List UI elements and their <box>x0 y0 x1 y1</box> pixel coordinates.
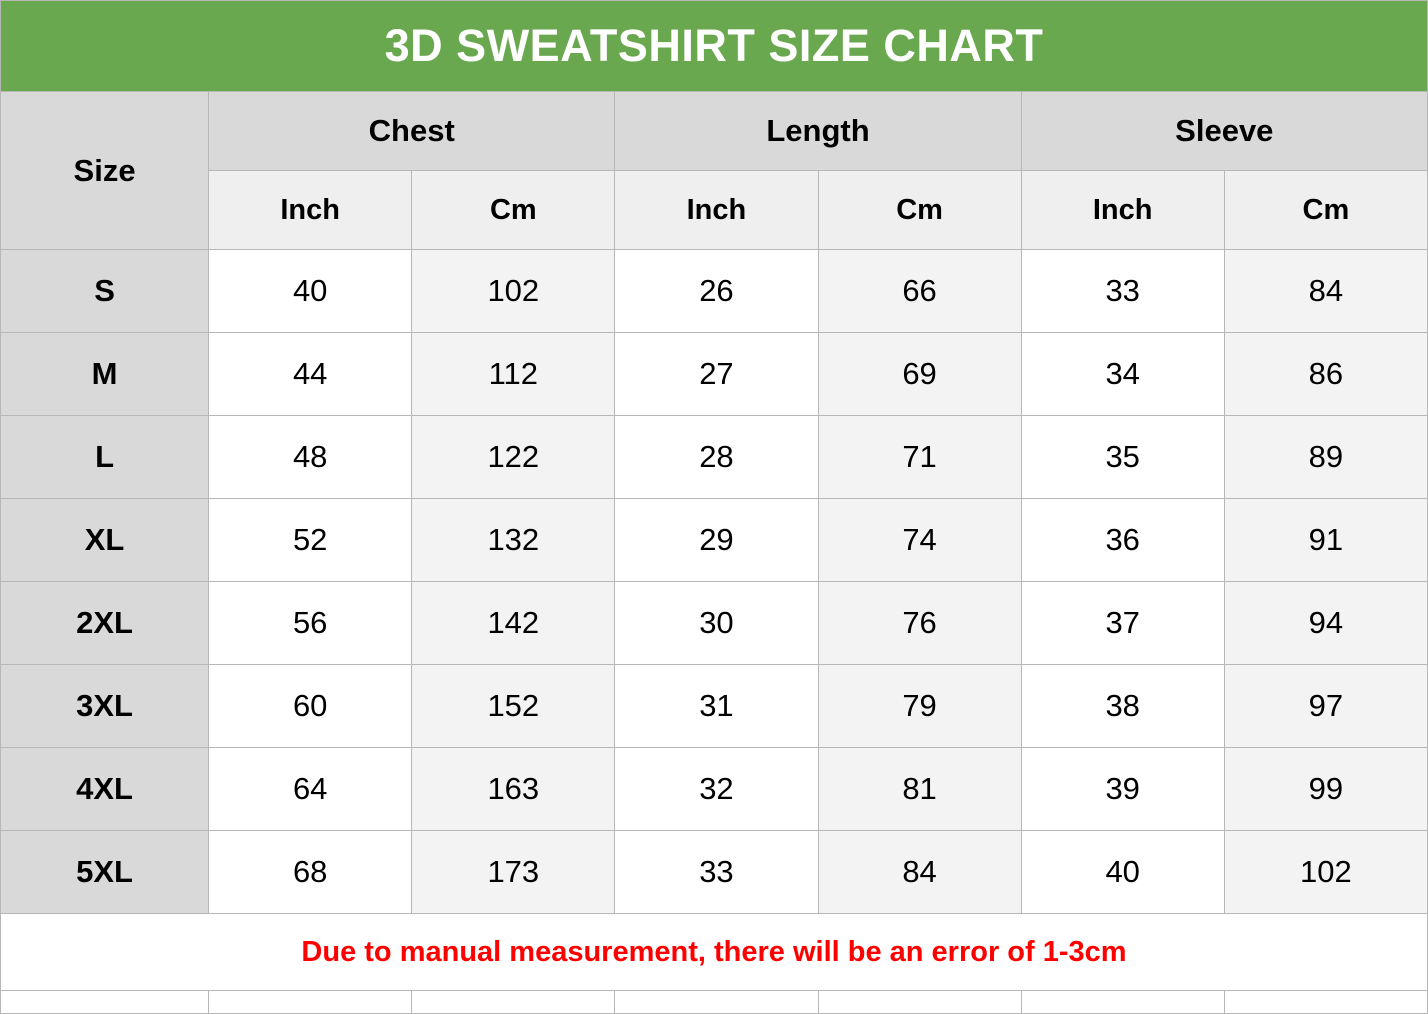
row-size-label: L <box>1 416 209 499</box>
cell-length-cm: 81 <box>818 748 1021 831</box>
table-row <box>1 333 1428 416</box>
header-unit-chest-cm: Cm <box>412 171 615 250</box>
cell-length-cm: 71 <box>818 416 1021 499</box>
cell-chest-inch: 60 <box>209 665 412 748</box>
header-unit-sleeve-cm: Cm <box>1224 171 1427 250</box>
cell-length-inch: 30 <box>615 582 818 665</box>
row-size-label: M <box>1 333 209 416</box>
cell-length-inch: 31 <box>615 665 818 748</box>
title-row <box>1 1 1428 92</box>
cell-chest-cm: 122 <box>412 416 615 499</box>
cell-sleeve-cm: 84 <box>1224 250 1427 333</box>
cell-length-cm: 69 <box>818 333 1021 416</box>
header-unit-sleeve-inch: Inch <box>1021 171 1224 250</box>
bottom-strip-cell <box>1021 991 1224 1014</box>
header-unit-length-cm: Cm <box>818 171 1021 250</box>
bottom-strip-cell <box>1224 991 1427 1014</box>
cell-chest-cm: 163 <box>412 748 615 831</box>
table-row <box>1 250 1428 333</box>
header-group-sleeve: Sleeve <box>1021 92 1427 171</box>
row-size-label: 4XL <box>1 748 209 831</box>
cell-chest-cm: 142 <box>412 582 615 665</box>
cell-sleeve-cm: 97 <box>1224 665 1427 748</box>
header-group-chest: Chest <box>209 92 615 171</box>
cell-chest-inch: 44 <box>209 333 412 416</box>
cell-chest-cm: 112 <box>412 333 615 416</box>
cell-sleeve-inch: 38 <box>1021 665 1224 748</box>
cell-chest-inch: 40 <box>209 250 412 333</box>
cell-length-inch: 33 <box>615 831 818 914</box>
cell-chest-cm: 152 <box>412 665 615 748</box>
cell-chest-cm: 173 <box>412 831 615 914</box>
cell-length-cm: 66 <box>818 250 1021 333</box>
table-row <box>1 665 1428 748</box>
cell-length-inch: 26 <box>615 250 818 333</box>
cell-sleeve-cm: 91 <box>1224 499 1427 582</box>
header-size-label: Size <box>1 92 209 250</box>
bottom-strip-cell <box>615 991 818 1014</box>
cell-chest-inch: 56 <box>209 582 412 665</box>
row-size-label: 5XL <box>1 831 209 914</box>
cell-sleeve-cm: 102 <box>1224 831 1427 914</box>
cell-chest-cm: 102 <box>412 250 615 333</box>
cell-chest-inch: 52 <box>209 499 412 582</box>
cell-chest-inch: 68 <box>209 831 412 914</box>
cell-sleeve-cm: 86 <box>1224 333 1427 416</box>
header-group-row <box>1 92 1428 171</box>
header-unit-length-inch: Inch <box>615 171 818 250</box>
cell-length-cm: 74 <box>818 499 1021 582</box>
bottom-strip-cell <box>209 991 412 1014</box>
cell-length-inch: 29 <box>615 499 818 582</box>
cell-sleeve-inch: 35 <box>1021 416 1224 499</box>
bottom-strip-cell <box>412 991 615 1014</box>
cell-length-cm: 76 <box>818 582 1021 665</box>
bottom-strip-row <box>1 991 1428 1014</box>
table-row <box>1 499 1428 582</box>
measurement-note: Due to manual measurement, there will be an error of 1-3cm <box>1 914 1428 991</box>
cell-sleeve-cm: 94 <box>1224 582 1427 665</box>
cell-sleeve-inch: 39 <box>1021 748 1224 831</box>
row-size-label: XL <box>1 499 209 582</box>
chart-title: 3D SWEATSHIRT SIZE CHART <box>1 1 1428 92</box>
bottom-strip-cell <box>818 991 1021 1014</box>
cell-sleeve-inch: 40 <box>1021 831 1224 914</box>
table-row <box>1 416 1428 499</box>
cell-sleeve-inch: 33 <box>1021 250 1224 333</box>
header-unit-chest-inch: Inch <box>209 171 412 250</box>
cell-sleeve-cm: 89 <box>1224 416 1427 499</box>
table-row <box>1 748 1428 831</box>
cell-length-inch: 28 <box>615 416 818 499</box>
row-size-label: S <box>1 250 209 333</box>
cell-sleeve-inch: 37 <box>1021 582 1224 665</box>
table-row <box>1 582 1428 665</box>
cell-chest-inch: 48 <box>209 416 412 499</box>
cell-chest-inch: 64 <box>209 748 412 831</box>
table-row <box>1 831 1428 914</box>
row-size-label: 2XL <box>1 582 209 665</box>
cell-length-inch: 32 <box>615 748 818 831</box>
cell-length-inch: 27 <box>615 333 818 416</box>
header-group-length: Length <box>615 92 1021 171</box>
cell-sleeve-cm: 99 <box>1224 748 1427 831</box>
cell-sleeve-inch: 34 <box>1021 333 1224 416</box>
row-size-label: 3XL <box>1 665 209 748</box>
cell-chest-cm: 132 <box>412 499 615 582</box>
bottom-strip-cell <box>1 991 209 1014</box>
cell-length-cm: 79 <box>818 665 1021 748</box>
footer-note-row <box>1 914 1428 991</box>
cell-length-cm: 84 <box>818 831 1021 914</box>
header-unit-row <box>1 171 1428 250</box>
cell-sleeve-inch: 36 <box>1021 499 1224 582</box>
